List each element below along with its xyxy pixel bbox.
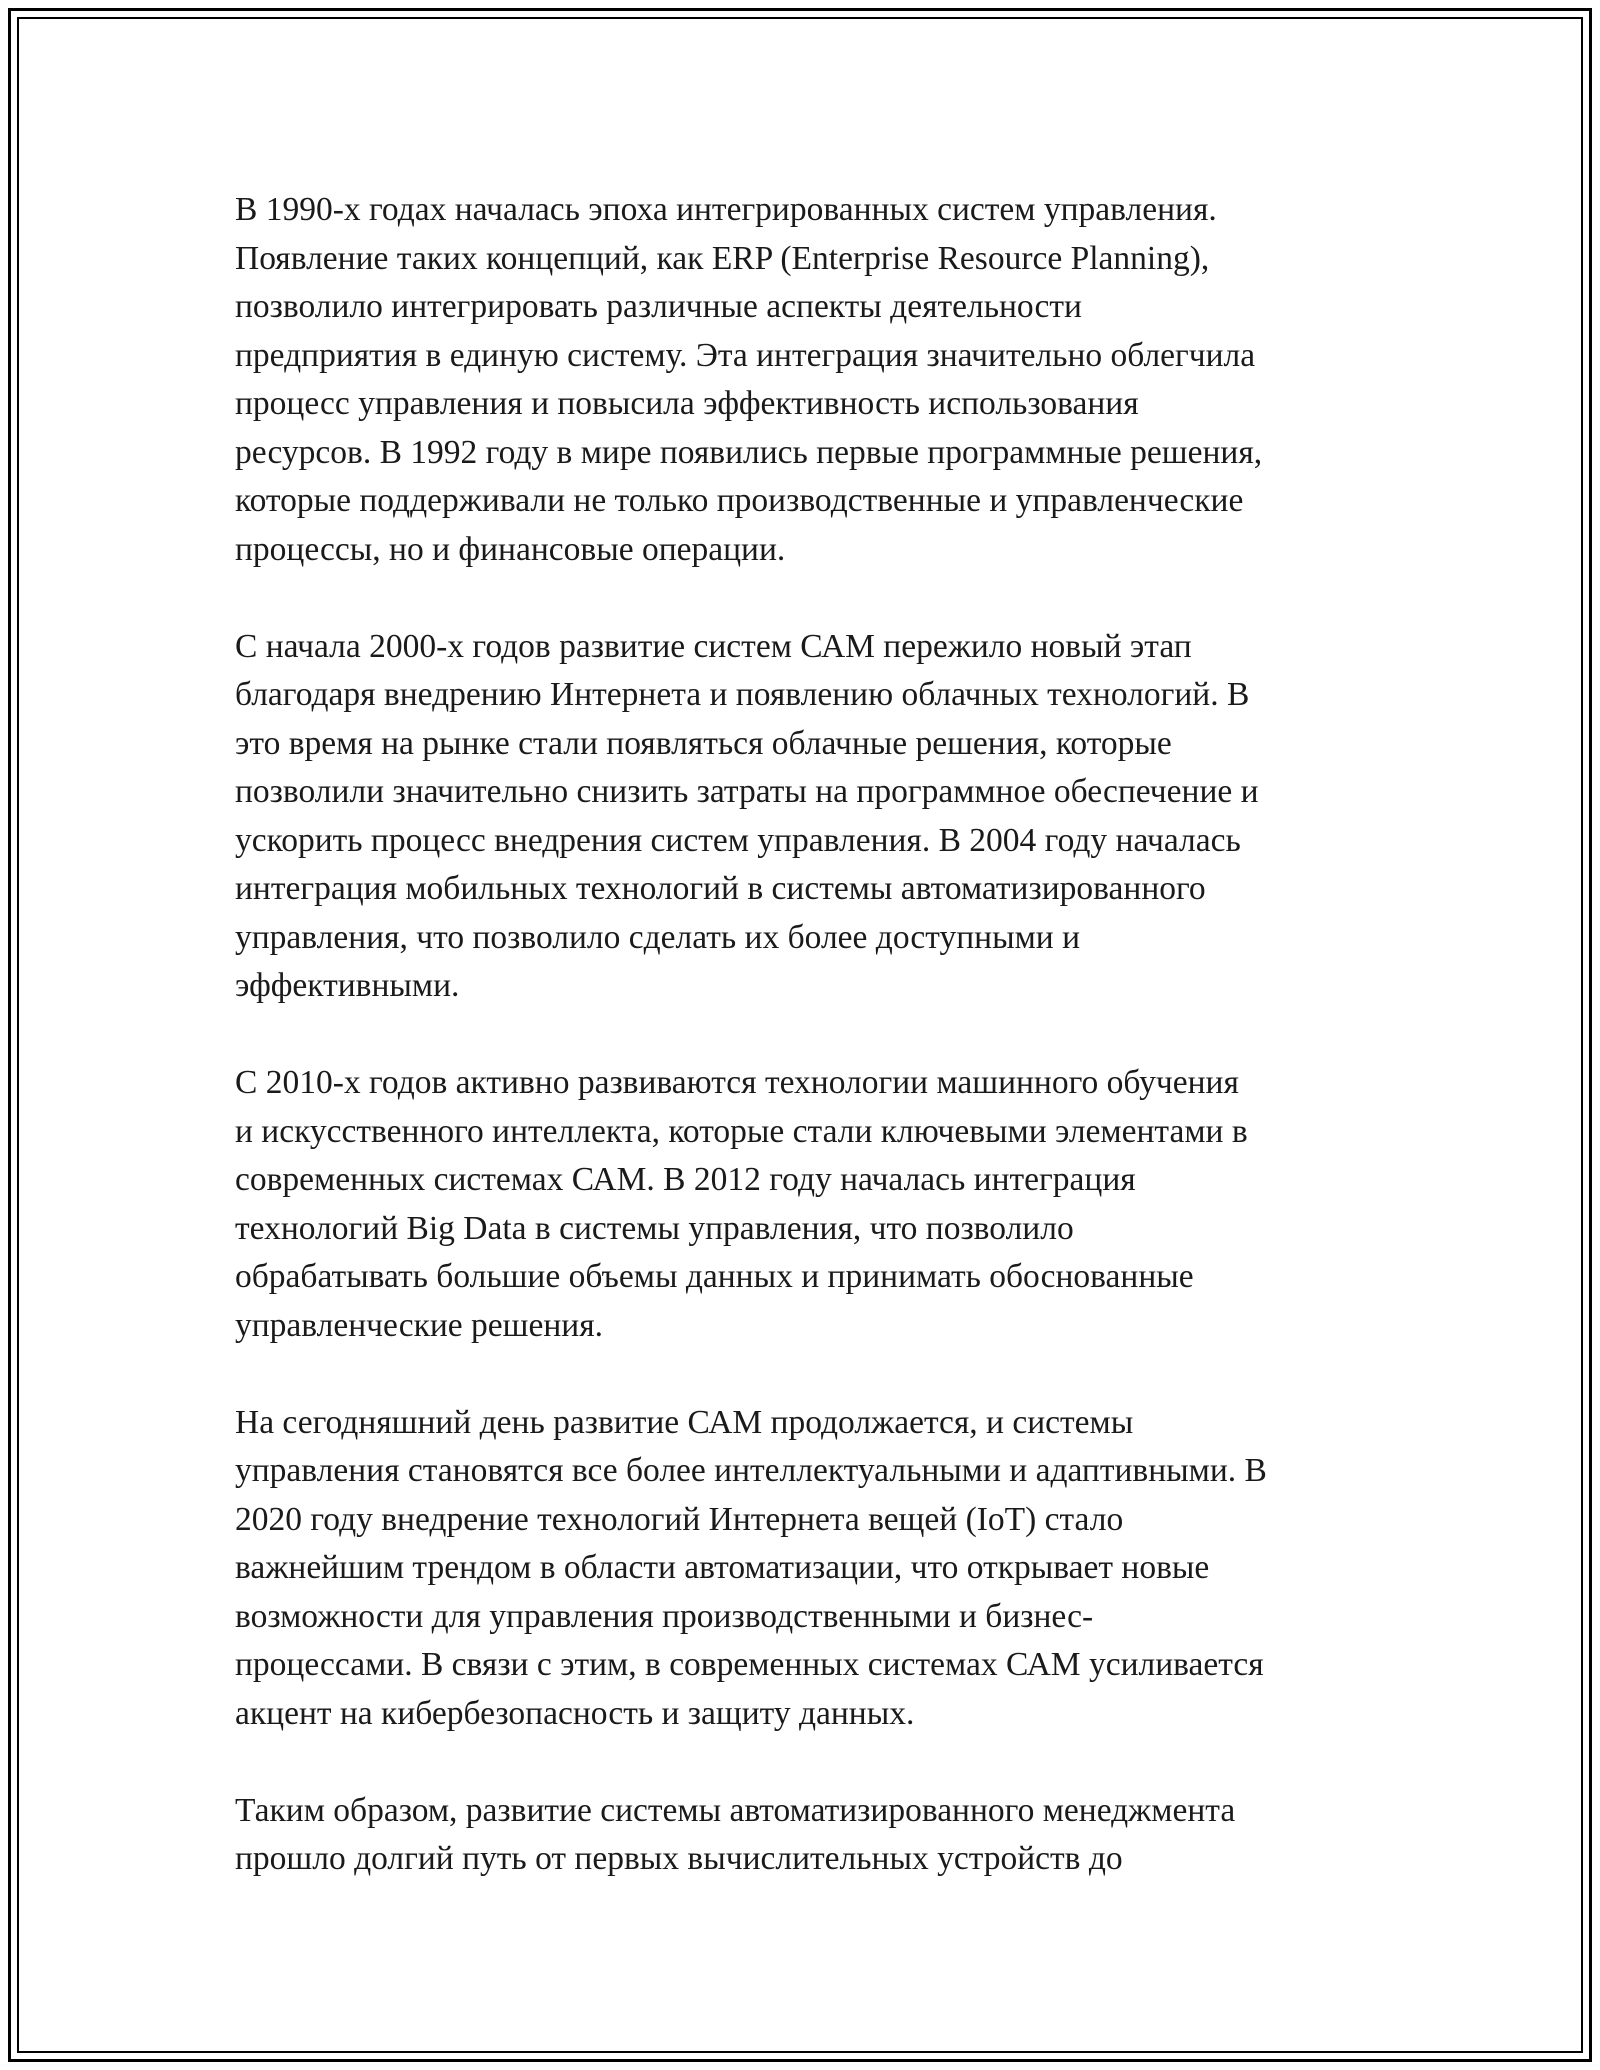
paragraph-1990s: В 1990-х годах началась эпоха интегрированных систем управления. Появление таких концепций, как ERP (Enterprise Resource Planning), позволило интегрировать различные аспекты деятельности предприятия в единую систему. Эта интеграция значительно облегчила процесс управления и повысила эффективность использования ресурсов. В 1992 году в мире появились первые программные решения, которые поддерживали не только производственные и управленческие процессы, но и финансовые операции. <box>235 191 1263 568</box>
paragraph-2000s: С начала 2000-х годов развитие систем САМ пережило новый этап благодаря внедрению Интернета и появлению облачных технологий. В это время на рынке стали появляться облачные решения, которые позволили значительно снизить затраты на программное обеспечение и ускорить процесс внедрения систем управления. В 2004 году началась интеграция мобильных технологий в системы автоматизированного управления, что позволило сделать их более доступными и эффективными. <box>235 627 1259 1004</box>
paragraph-present: На сегодняшний день развитие САМ продолжается, и системы управления становятся все более интеллектуальными и адаптивными. В 2020 году внедрение технологий Интернета вещей (IoT) стало важнейшим трендом в области автоматизации, что открывает новые возможности для управления производственными и бизнес- процессами. В связи с этим, в современных системах САМ усиливается акцент на кибербезопасность и защиту данных. <box>235 1403 1267 1732</box>
paragraph-2010s: С 2010-х годов активно развиваются технологии машинного обучения и искусственного интеллекта, которые стали ключевыми элементами в современных системах САМ. В 2012 году началась интеграция технологий Big Data в системы управления, что позволило обрабатывать большие объемы данных и принимать обоснованные управленческие решения. <box>235 1064 1248 1344</box>
document-body <box>235 186 1385 1884</box>
paragraph-conclusion: Таким образом, развитие системы автоматизированного менеджмента прошло долгий путь от первых вычислительных устройств до <box>235 1791 1236 1877</box>
